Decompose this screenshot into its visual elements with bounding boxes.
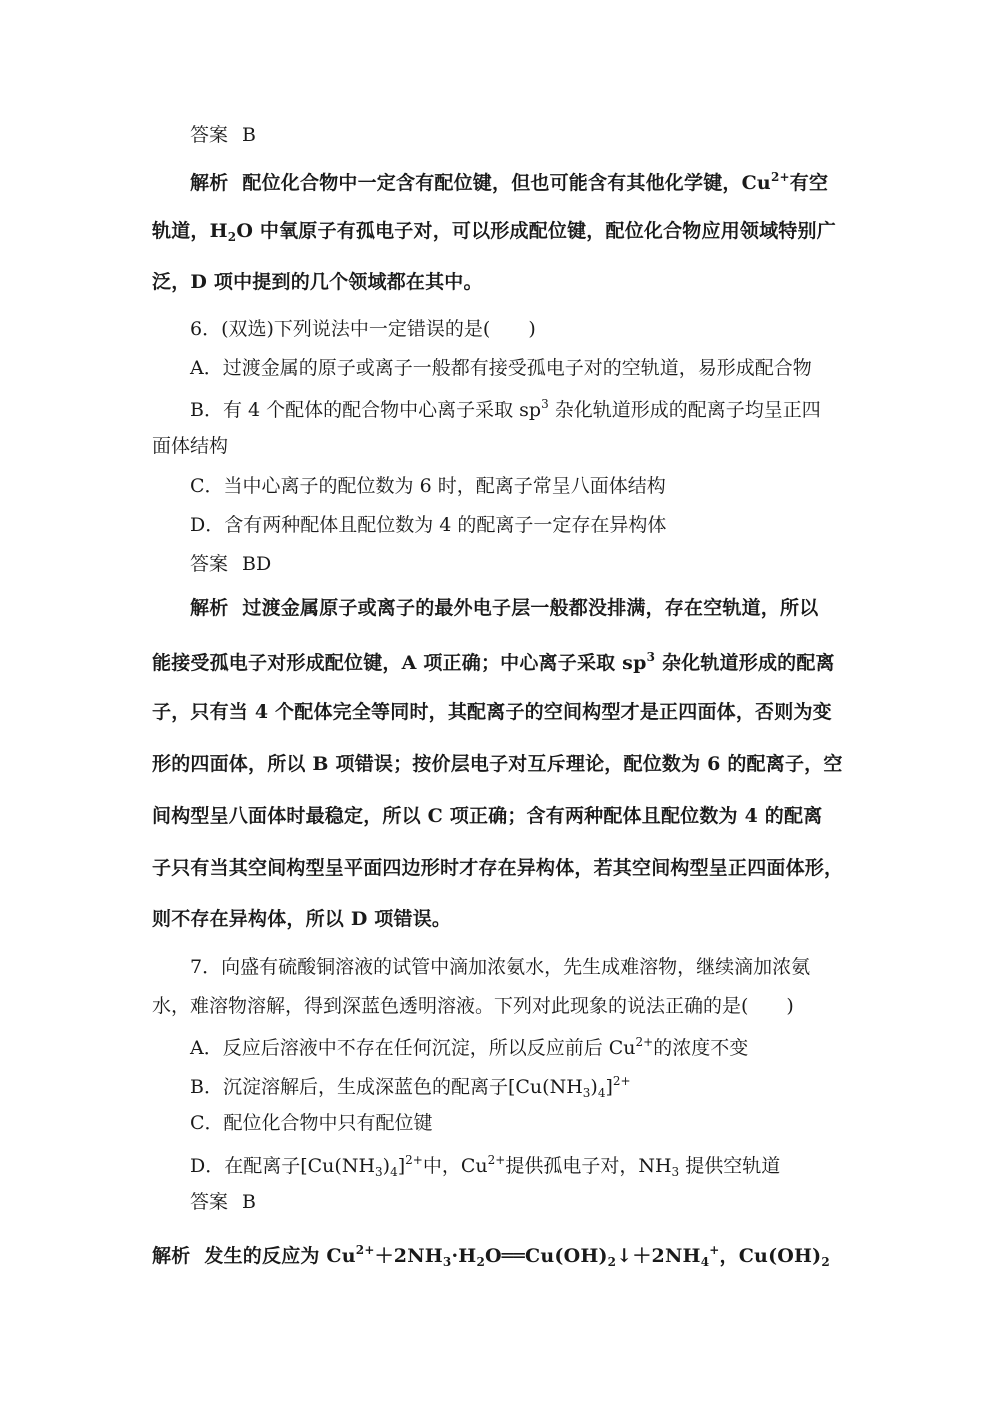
q7-option-a xyxy=(190,1036,748,1058)
q6-analysis-line-2 xyxy=(152,651,835,673)
q5-answer xyxy=(190,126,256,145)
superscript: + xyxy=(709,1243,720,1257)
text: ] xyxy=(605,1076,613,1098)
subscript: 3 xyxy=(582,1086,591,1100)
superscript: 3 xyxy=(646,650,656,664)
q6-analysis-line-5: 间构型呈八面体时最稳定，所以 C 项正确；含有两种配体且配位数为 4 的配离 xyxy=(152,805,823,827)
superscript: 2+ xyxy=(612,1074,631,1088)
text: B．沉淀溶解后，生成深蓝色的配离子[Cu(NH xyxy=(190,1076,583,1098)
text: 的浓度不变 xyxy=(653,1037,749,1059)
q7-stem-line-2: 水，难溶物溶解，得到深蓝色透明溶液。下列对此现象的说法正确的是( ) xyxy=(152,995,794,1017)
subscript: 2 xyxy=(607,1255,617,1269)
subscript: 2 xyxy=(476,1255,486,1269)
q6-analysis-line-4: 形的四面体，所以 B 项错误；按价层电子对互斥理论，配位数为 6 的配离子，空 xyxy=(152,753,843,775)
subscript: 3 xyxy=(442,1255,452,1269)
q7-option-b xyxy=(190,1075,631,1099)
text: ＋2NH xyxy=(374,1245,443,1267)
superscript: 2+ xyxy=(355,1243,375,1257)
subscript: 4 xyxy=(390,1165,398,1179)
text: ，Cu(OH) xyxy=(719,1245,822,1267)
text: 提供孤电子对，NH xyxy=(505,1155,672,1177)
answer-label: 答案 xyxy=(190,1191,229,1213)
subscript: 4 xyxy=(700,1255,710,1269)
answer-label: 答案 xyxy=(190,124,229,146)
superscript: 2+ xyxy=(770,170,790,184)
text: O══Cu(OH) xyxy=(485,1245,608,1267)
text: D．在配离子[Cu(NH xyxy=(190,1155,376,1177)
q6-option-b-line-2: 面体结构 xyxy=(152,435,229,457)
superscript: 2+ xyxy=(635,1035,654,1049)
q5-analysis-line-1 xyxy=(190,171,828,193)
superscript: 2+ xyxy=(487,1153,506,1167)
q6-option-c: C．当中心离子的配位数为 6 时，配离子常呈八面体结构 xyxy=(190,475,666,497)
subscript: 3 xyxy=(375,1165,383,1179)
text: ) xyxy=(590,1076,598,1098)
q6-option-b-line-1 xyxy=(190,398,821,420)
superscript: 2+ xyxy=(405,1153,423,1167)
text: O 中氧原子有孤电子对，可以形成配位键，配位化合物应用领域特别广 xyxy=(236,220,836,242)
text: ·H xyxy=(451,1245,477,1267)
q6-option-a: A．过渡金属的原子或离子一般都有接受孤电子对的空轨道，易形成配合物 xyxy=(190,357,812,379)
text: 杂化轨道形成的配离子均呈正四 xyxy=(548,399,821,421)
q6-stem: 6．(双选)下列说法中一定错误的是( ) xyxy=(190,318,536,340)
text: 轨道，H xyxy=(152,220,228,242)
q6-analysis-line-7: 则不存在异构体，所以 D 项错误。 xyxy=(152,908,452,930)
q6-answer xyxy=(190,555,271,574)
text: 配位化合物中一定含有配位键，但也可能含有其他化学键，Cu xyxy=(242,172,771,194)
subscript: 4 xyxy=(597,1086,606,1100)
q5-analysis-line-3: 泛，D 项中提到的几个领域都在其中。 xyxy=(152,271,483,293)
text: 提供空轨道 xyxy=(679,1155,781,1177)
analysis-label: 解析 xyxy=(190,172,229,194)
text: ] xyxy=(397,1155,406,1177)
text: 有空 xyxy=(789,172,829,194)
answer-label: 答案 xyxy=(190,553,229,575)
q7-option-c: C．配位化合物中只有配位键 xyxy=(190,1112,433,1134)
text: 中，Cu xyxy=(422,1155,488,1177)
text: 能接受孤电子对形成配位键，A 项正确；中心离子采取 sp xyxy=(152,652,647,674)
text: A．反应后溶液中不存在任何沉淀，所以反应前后 Cu xyxy=(190,1037,636,1059)
q6-option-d: D．含有两种配体且配位数为 4 的配离子一定存在异构体 xyxy=(190,514,667,536)
analysis-label: 解析 xyxy=(190,597,229,619)
q7-answer-value: B xyxy=(242,1191,256,1213)
text: ↓＋2NH xyxy=(616,1245,701,1267)
subscript: 2 xyxy=(821,1255,830,1269)
q7-stem-line-1: 7．向盛有硫酸铜溶液的试管中滴加浓氨水，先生成难溶物，继续滴加浓氨 xyxy=(190,956,811,978)
superscript: 3 xyxy=(541,397,549,411)
subscript: 2 xyxy=(227,230,237,244)
q5-analysis-line-2 xyxy=(152,222,836,243)
q7-option-d xyxy=(190,1154,780,1178)
subscript: 3 xyxy=(671,1165,680,1179)
analysis-label: 解析 xyxy=(152,1245,191,1267)
q6-analysis-line-6: 子只有当其空间构型呈平面四边形时才存在异构体，若其空间构型呈正四面体形， xyxy=(152,857,844,879)
text: 发生的反应为 Cu xyxy=(204,1245,356,1267)
q6-answer-value: BD xyxy=(242,553,272,575)
text: ) xyxy=(382,1155,391,1177)
q7-answer xyxy=(190,1193,256,1212)
q5-answer-value: B xyxy=(242,124,256,146)
text: 杂化轨道形成的配离 xyxy=(655,652,835,674)
q6-analysis-line-1 xyxy=(190,599,818,618)
q7-analysis-line-1 xyxy=(152,1244,830,1268)
text: 过渡金属原子或离子的最外电子层一般都没排满，存在空轨道，所以 xyxy=(242,597,819,619)
text: B．有 4 个配体的配合物中心离子采取 sp xyxy=(190,399,542,421)
q6-analysis-line-3: 子，只有当 4 个配体完全等同时，其配离子的空间构型才是正四面体，否则为变 xyxy=(152,701,832,723)
